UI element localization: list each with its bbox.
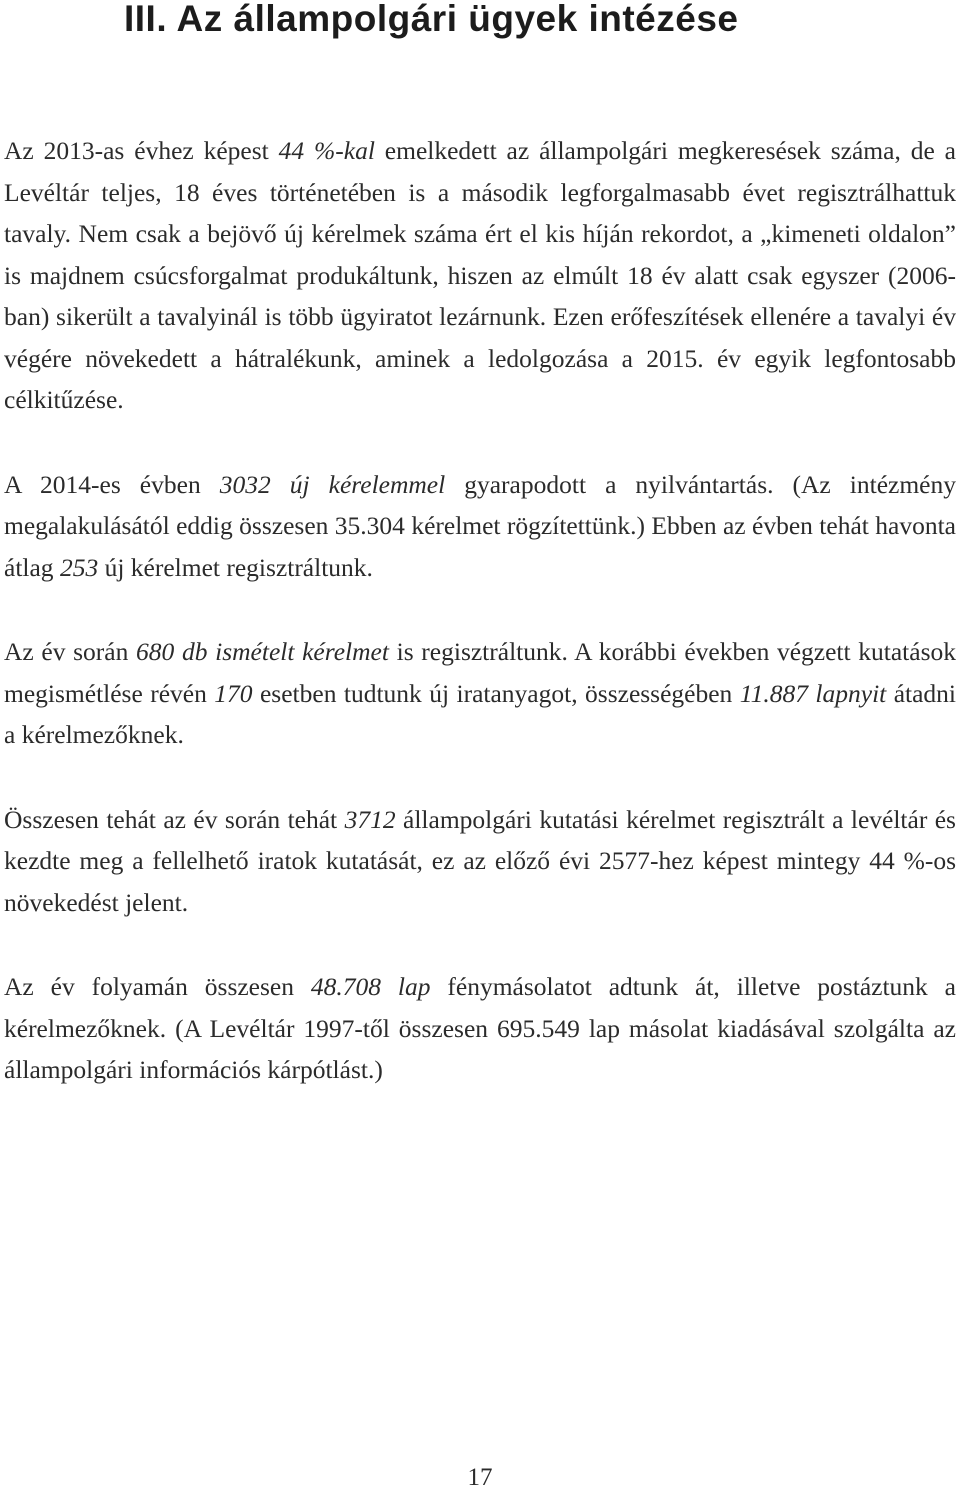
- text-run: Összesen tehát az év során tehát: [4, 804, 345, 834]
- emphasized-text: 11.887 lapnyit: [739, 678, 887, 708]
- text-run: Az év során: [4, 637, 137, 666]
- paragraph: [4, 799, 956, 924]
- text-run: is regisztráltunk. A korábbi években végzett kutatások megismétlése révén: [4, 637, 957, 708]
- emphasized-text: 680 db ismételt kérelmet: [136, 637, 389, 666]
- text-run: emelkedett az állampolgári megkeresések száma, de a Levéltár teljes, 18 éves történetében is a második legforgalmasabb évet regisztrálhattuk tavaly. Nem csak a bejövő új kérelmek száma ért el kis híján rekordot, a „kimeneti oldalon” is majdnem csúcsforgalmat produkáltunk, hiszen az elmúlt 18 év alatt csak egyszer (2006-ban) sikerült a tavalyinál is több ügyiratot lezárnunk. Ezen erőfeszítések ellenére a tavalyi év végére növekedett a hátralékunk, aminek a ledolgozása a 2015. év egyik legfontosabb célkitűzése.: [4, 136, 956, 414]
- emphasized-text: 44 %-kal: [278, 136, 375, 165]
- emphasized-text: 170: [214, 678, 253, 708]
- paragraph: [4, 130, 956, 421]
- page-number: 17: [467, 1464, 493, 1491]
- emphasized-text: 253: [59, 552, 99, 582]
- text-run: állampolgári kutatási kérelmet regisztrált a levéltár és kezdte meg a fellelhető iratok kutatását, ez az előző évi 2577-hez képest mintegy 44 %-os növekedést jelent.: [4, 804, 956, 917]
- paragraph: [4, 966, 956, 1091]
- text-run: A 2014-es évben: [4, 469, 220, 499]
- text-run: új kérelmet regisztráltunk.: [98, 552, 373, 582]
- text-run: gyarapodott a nyilvántartás. (Az intézmény megalakulásától eddig összesen 35.304 kérelmet rögzítettünk.) Ebben az évben tehát havonta átlag: [4, 469, 956, 582]
- chapter-heading: III. Az állampolgári ügyek intézése: [124, 0, 739, 39]
- text-run: esetben tudtunk új iratanyagot, összességében: [252, 678, 740, 708]
- text-run: Az év folyamán összesen: [4, 972, 311, 1001]
- text-run: Az 2013-as évhez képest: [4, 136, 279, 165]
- emphasized-text: 48.708 lap: [310, 972, 431, 1001]
- body-text: [4, 130, 956, 1134]
- text-run: átadni a kérelmezőknek.: [4, 678, 956, 749]
- text-run: fénymásolatot adtunk át, illetve postáztunk a kérelmezőknek. (A Levéltár 1997-től összesen 695.549 lap másolat kiadásával szolgálta az állampolgári információs kárpótlást.): [4, 972, 956, 1084]
- paragraph: [4, 464, 956, 589]
- emphasized-text: 3712: [344, 804, 396, 834]
- paragraph: [4, 631, 956, 756]
- emphasized-text: 3032 új kérelemmel: [219, 469, 446, 499]
